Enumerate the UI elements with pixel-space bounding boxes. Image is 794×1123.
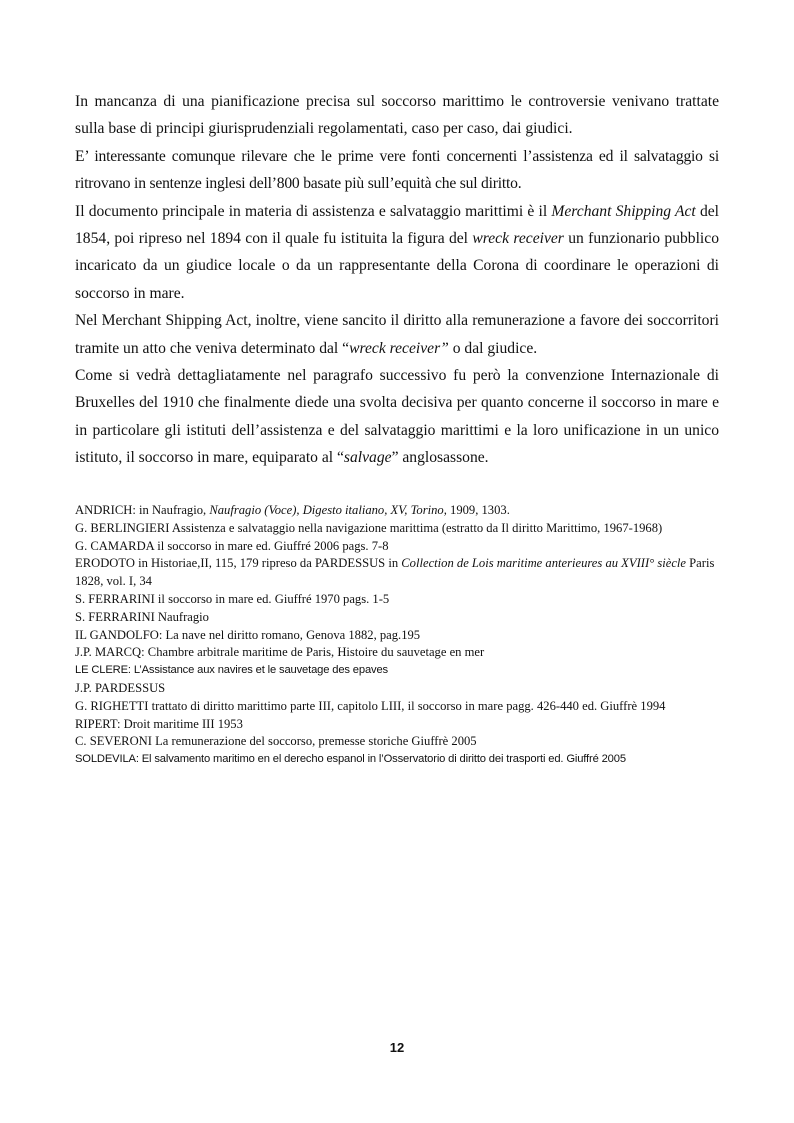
- paragraph-3: [75, 198, 719, 308]
- reference-10: J.P. PARDESSUS: [75, 680, 166, 695]
- paragraph-5-text-a: Come si vedrà dettagliatamente nel paragrafo successivo fu però la convenzione Internazionale di Bruxelles del 1910 che finalmente diede una svolta decisiva per quanto concerne il soccorso in mare e in particolare gli istituti dell’assistenza e del salvataggio marittimi e la loro unificazione in un unico istituto, il soccorso in mare, equiparato al “: [75, 367, 719, 467]
- reference-1-author: ANDRICH: in Naufragio,: [75, 503, 210, 517]
- bibliography: [75, 502, 725, 769]
- merchant-shipping-act-term: Merchant Shipping Act: [551, 202, 696, 220]
- reference-14: SOLDEVILA: El salvamento maritimo en el derecho espanol in l’Osservatorio di diritto dei trasporti ed. Giuffré 2005: [75, 753, 626, 766]
- wreck-receiver-quote: wreck receiver”: [349, 339, 449, 357]
- reference-4-title: Collection de Lois maritime anterieures au XVIII° siècle: [401, 556, 687, 571]
- paragraph-4: [75, 307, 719, 362]
- paragraph-1: In mancanza di una pianificazione precisa sul soccorso marittimo le controversie venivano trattate sulla base di principi giurisprudenziali regolamentati, caso per caso, dai giudici.: [75, 93, 719, 138]
- reference-12: RIPERT: Droit maritime III 1953: [75, 716, 243, 731]
- paragraph-2: E’ interessante comunque rilevare che le prime vere fonti concernenti l’assistenza ed il salvataggio si ritrovano in sentenze inglesi dell’800 basate più sull’equità che sul diritto.: [75, 147, 719, 193]
- paragraph-5-text-b: ” anglosassone.: [391, 449, 489, 467]
- paragraph-4-text-b: o dal giudice.: [448, 339, 538, 357]
- reference-8: J.P. MARCQ: Chambre arbitrale maritime de Paris, Histoire du sauvetage en mer: [75, 645, 485, 660]
- reference-11: G. RIGHETTI trattato di diritto marittimo parte III, capitolo LIII, il soccorso in mare pagg. 426-440 ed. Giuffrè 1994: [75, 698, 666, 713]
- salvage-term: salvage: [343, 449, 392, 467]
- reference-4: [75, 555, 725, 591]
- paragraph-3-text-a: Il documento principale in materia di assistenza e salvataggio marittimi è il: [75, 202, 552, 220]
- reference-4-author: ERODOTO in Historiae,II, 115, 179 ripreso da PARDESSUS in: [75, 556, 402, 571]
- reference-13: C. SEVERONI La remunerazione del soccorso, premesse storiche Giuffrè 2005: [75, 734, 477, 749]
- reference-7: IL GANDOLFO: La nave nel diritto romano, Genova 1882, pag.195: [75, 627, 421, 642]
- reference-1-details: 1909, 1303.: [446, 503, 510, 517]
- reference-2: G. BERLINGIERI Assistenza e salvataggio nella navigazione marittima (estratto da Il diritto Marittimo, 1967-1968): [75, 520, 663, 535]
- paragraph-4-text-a: Nel Merchant Shipping Act, inoltre, viene sancito il diritto alla remunerazione a favore dei soccorritori tramite un atto che veniva determinato dal “: [75, 312, 719, 357]
- paragraph-3-text-c: un funzionario pubblico incaricato da un giudice locale o da un rappresentante della Corona di coordinare le operazioni di soccorso in mare.: [75, 230, 719, 302]
- reference-6: S. FERRARINI Naufragio: [75, 609, 209, 624]
- reference-4-details: Paris 1828, vol. I, 34: [75, 556, 715, 589]
- paragraph-3-text-b: del 1854, poi ripreso nel 1894 con il quale fu istituita la figura del: [75, 202, 719, 248]
- page-number: 12: [389, 1040, 405, 1055]
- wreck-receiver-term: wreck receiver: [472, 230, 564, 248]
- reference-1: [75, 502, 725, 520]
- reference-5: S. FERRARINI il soccorso in mare ed. Giuffré 1970 pags. 1-5: [75, 591, 390, 606]
- paragraph-5: [75, 362, 719, 472]
- reference-1-title: Naufragio (Voce), Digesto italiano, XV, Torino,: [209, 503, 447, 517]
- reference-9: LE CLERE: L’Assistance aux navires et le sauvetage des epaves: [75, 664, 388, 677]
- body-text: [75, 88, 719, 472]
- reference-3: G. CAMARDA il soccorso in mare ed. Giuffré 2006 pags. 7-8: [75, 538, 389, 553]
